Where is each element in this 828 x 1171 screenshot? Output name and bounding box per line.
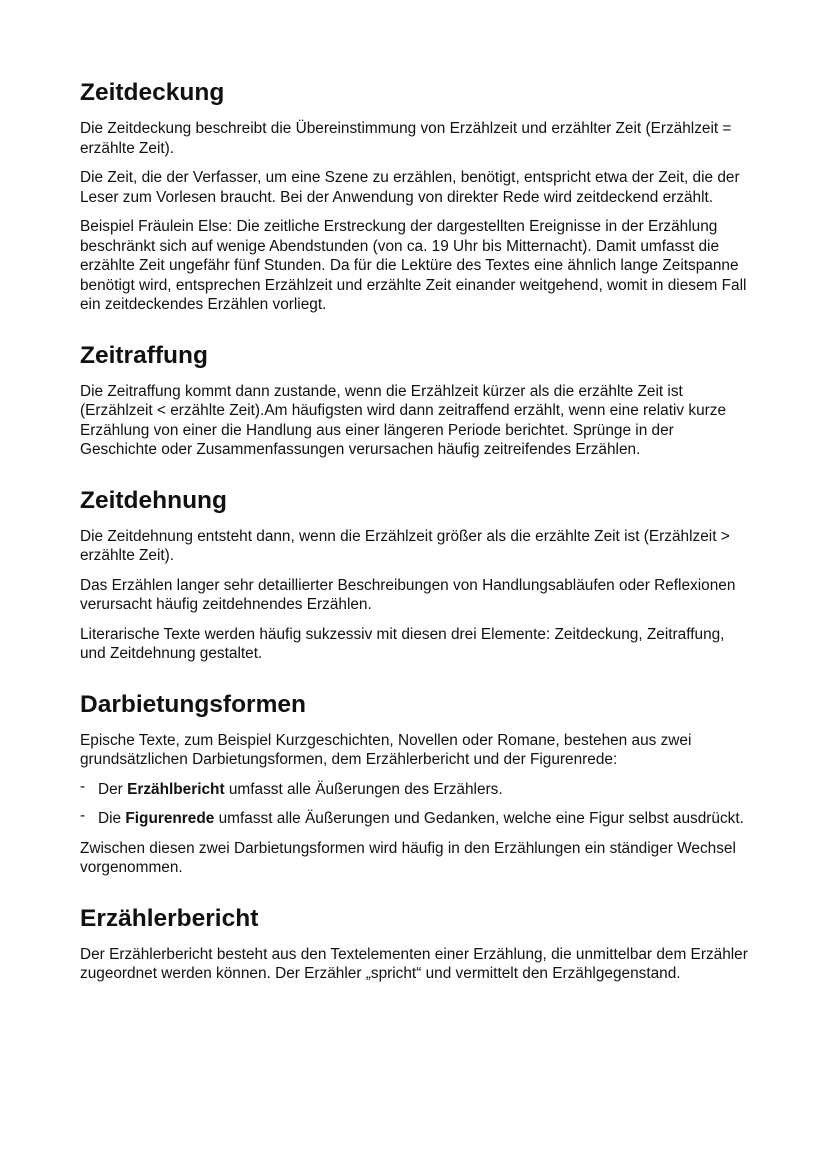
section-heading: Zeitdehnung <box>80 486 227 514</box>
document-page <box>80 78 752 1010</box>
bold-term: Figurenrede <box>125 810 215 827</box>
paragraph: Der Erzählerbericht besteht aus den Textelementen einer Erzählung, die unmittelbar dem Erzähler zugeordnet werden können. Der Erzähler „spricht“ und vermittelt den Erzählgegenstand. <box>80 945 748 982</box>
paragraph: Zwischen diesen zwei Darbietungsformen wird häufig in den Erzählungen ein ständiger Wechsel vorgenommen. <box>80 839 736 876</box>
paragraph: Die Zeit, die der Verfasser, um eine Szene zu erzählen, benötigt, entspricht etwa der Zeit, die der Leser zum Vorlesen braucht. Bei der Anwendung von direkter Rede wird zeitdeckend erzählt. <box>80 169 740 206</box>
section-darbietungsformen <box>80 690 752 878</box>
section-heading: Darbietungsformen <box>80 690 306 718</box>
list-item: - Der Erzählbericht umfasst alle Äußerungen des Erzählers. <box>80 777 503 798</box>
paragraph: Literarische Texte werden häufig sukzessiv mit diesen drei Elemente: Zeitdeckung, Zeitraffung, und Zeitdehnung gestaltet. <box>80 625 725 662</box>
section-zeitraffung <box>80 341 752 460</box>
section-heading: Zeitdeckung <box>80 79 225 106</box>
dash-bullet: - <box>80 807 86 824</box>
list-item: - Die Figurenrede umfasst alle Äußerungen und Gedanken, welche eine Figur selbst ausdrückt. <box>80 807 744 827</box>
paragraph: Die Zeitraffung kommt dann zustande, wenn die Erzählzeit kürzer als die erzählte Zeit ist (Erzählzeit < erzählte Zeit).Am häufigsten wird dann zeitraffend erzählt, wenn eine relativ kurze Erzählung von einer die Handlung aus einer längeren Periode berichtet. Sprünge in der Geschichte oder Zusammenfassungen verursachen häufig zeitreifendes Erzählen. <box>80 382 727 458</box>
paragraph: Epische Texte, zum Beispiel Kurzgeschichten, Novellen oder Romane, bestehen aus zwei grundsätzlichen Darbietungsformen, dem Erzählerbericht und der Figurenrede: <box>80 731 692 768</box>
paragraph: Die Zeitdehnung entsteht dann, wenn die Erzählzeit größer als die erzählte Zeit ist (Erzählzeit > erzählte Zeit). <box>80 527 730 564</box>
section-heading: Erzählerbericht <box>80 904 259 932</box>
section-heading: Zeitraffung <box>80 341 208 369</box>
dash-bullet: - <box>80 777 86 795</box>
section-zeitdeckung <box>80 78 752 315</box>
bold-term: Erzählbericht <box>127 780 225 798</box>
paragraph: Die Zeitdeckung beschreibt die Übereinstimmung von Erzählzeit und erzählter Zeit (Erzählzeit = erzählte Zeit). <box>80 120 732 157</box>
paragraph: Beispiel Fräulein Else: Die zeitliche Erstreckung der dargestellten Ereignisse in der Erzählung beschränkt sich auf wenige Abendstunden (von ca. 19 Uhr bis Mitternacht). Damit umfasst die erzählte Zeit ungefähr fünf Stunden. Da für die Lektüre des Textes eine ähnlich lange Zeitspanne benötigt wird, entsprechen Erzählzeit und erzählte Zeit einander weitgehend, womit in diesem Fall ein zeitdeckendes Erzählen vorliegt. <box>80 218 747 313</box>
paragraph: Das Erzählen langer sehr detaillierter Beschreibungen von Handlungsabläufen oder Reflexionen verursacht häufig zeitdehnendes Erzählen. <box>80 576 736 613</box>
section-erzaehlerbericht <box>80 904 752 984</box>
section-zeitdehnung <box>80 486 752 664</box>
